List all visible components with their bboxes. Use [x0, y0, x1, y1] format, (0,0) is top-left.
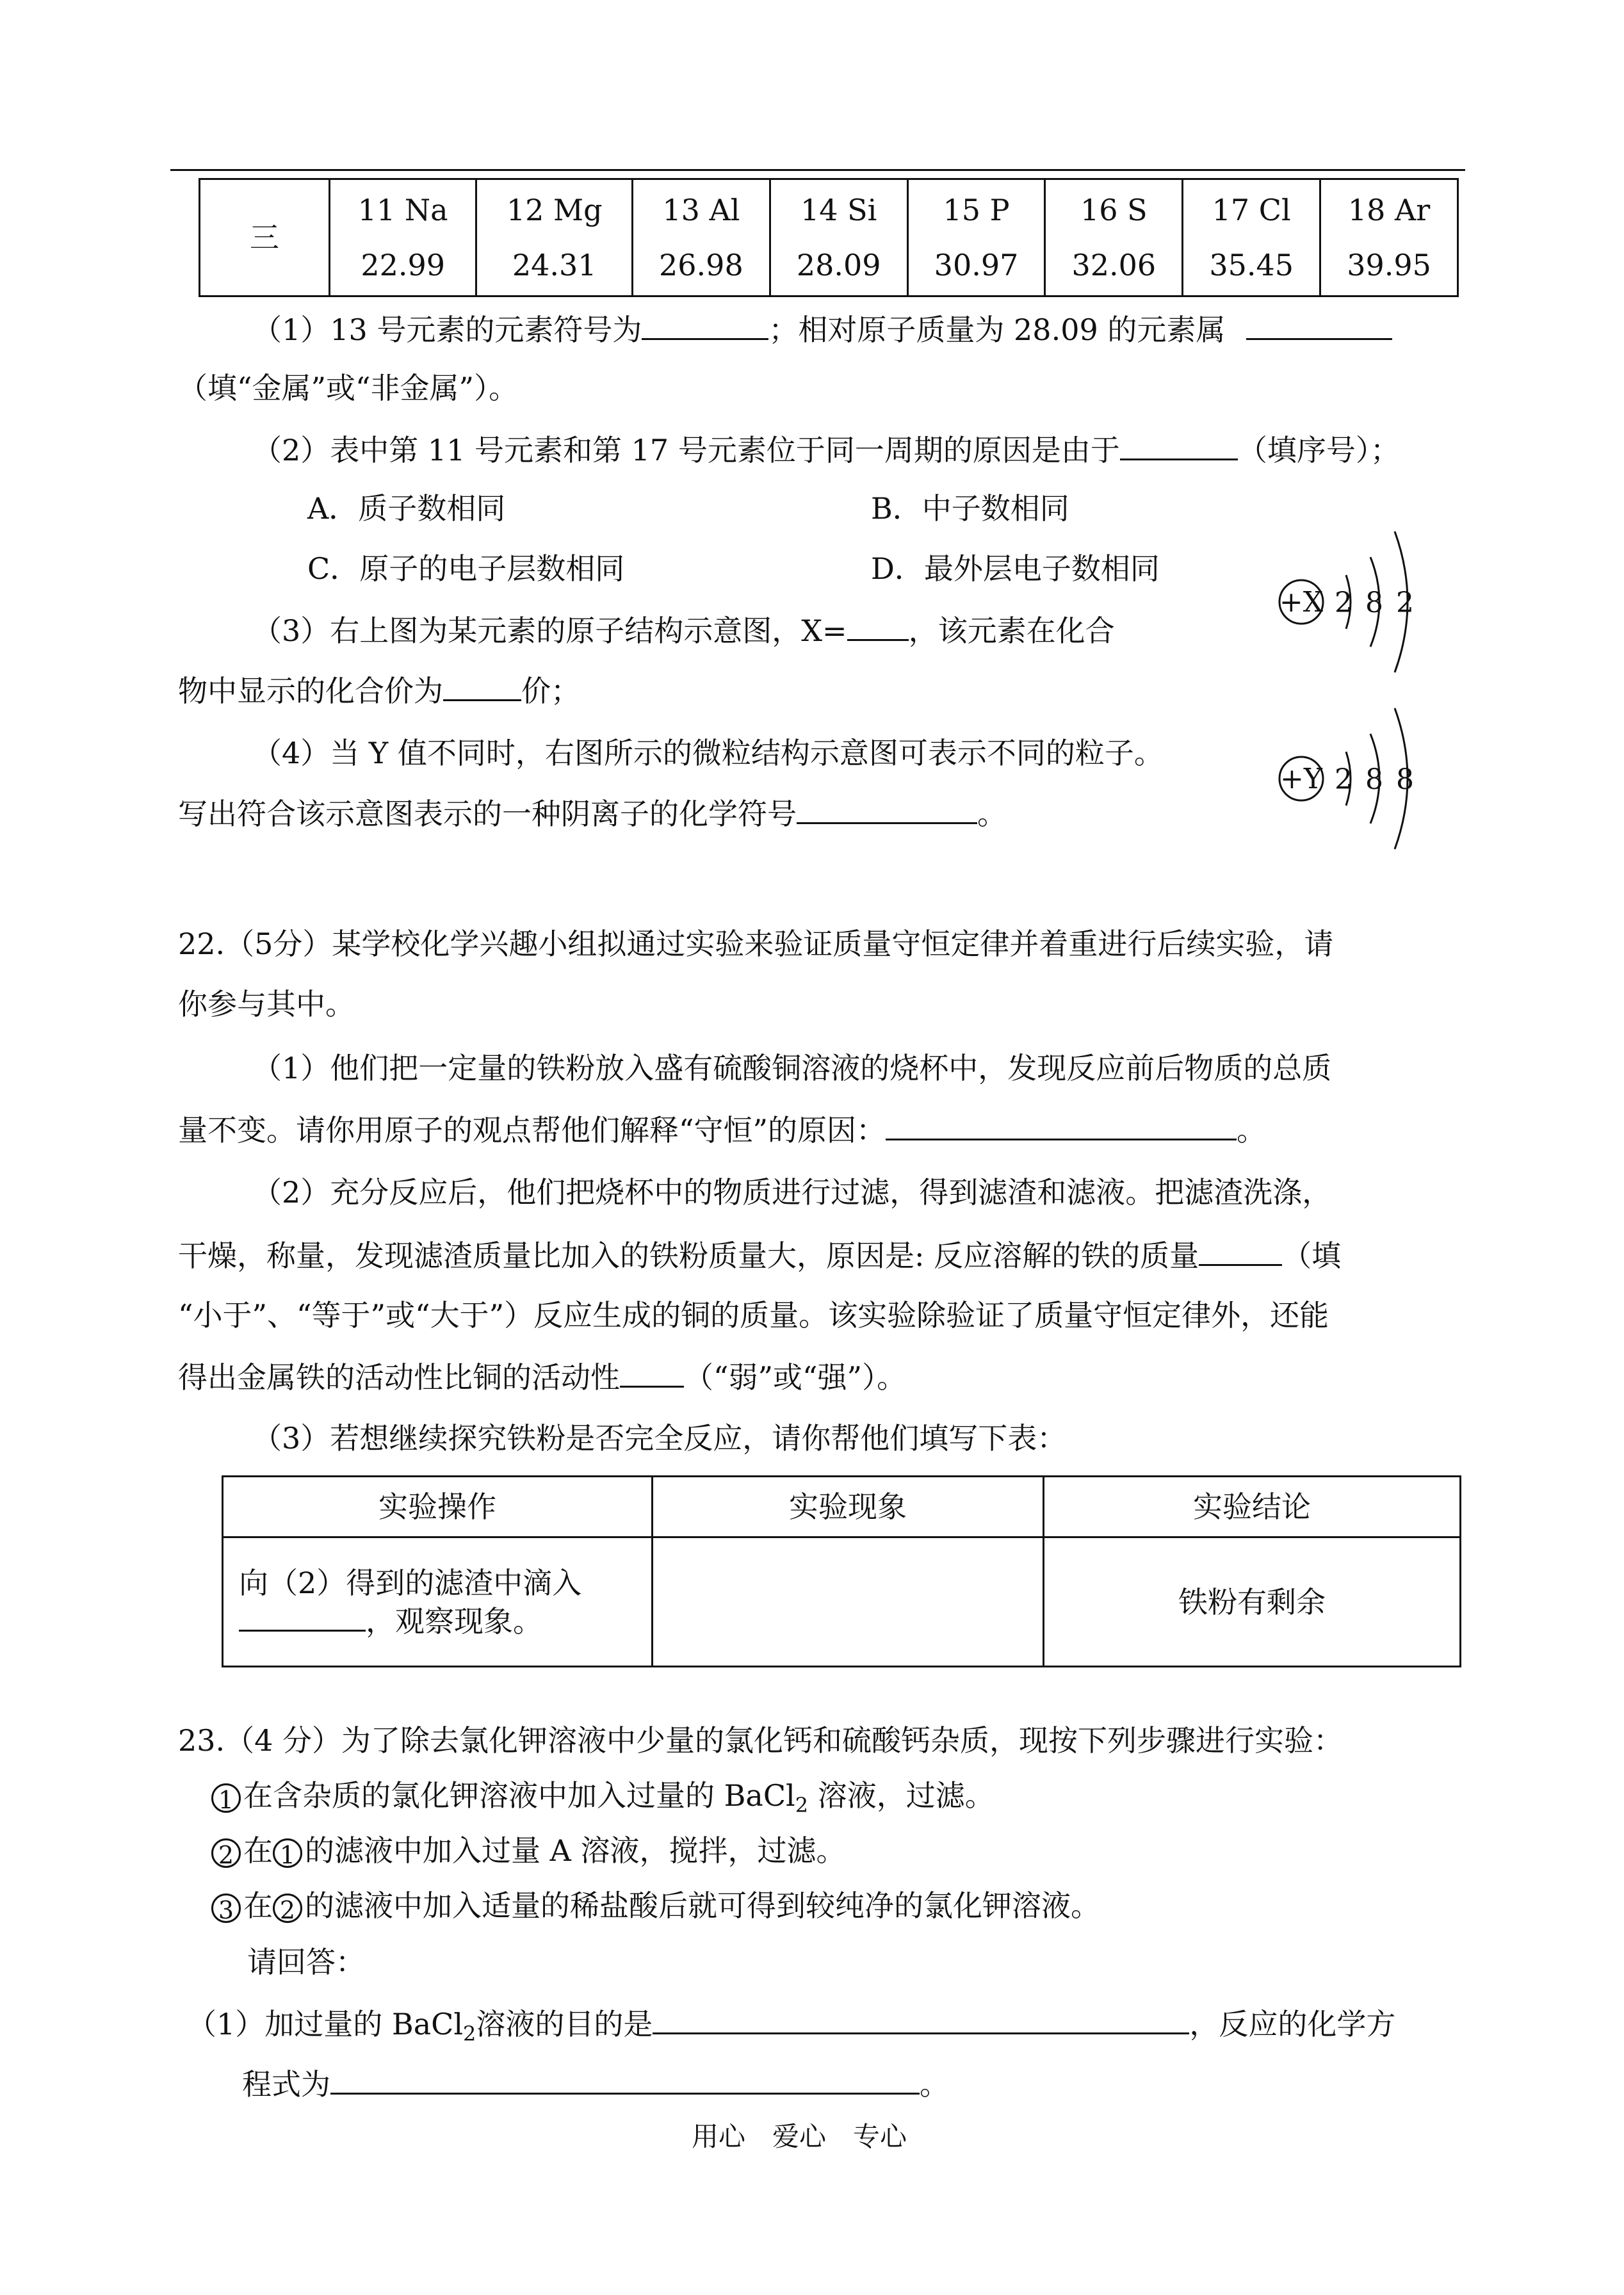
atom-structure-diagram-x [1274, 512, 1434, 692]
page-footer: 用心 爱心 专心 [692, 2121, 907, 2152]
answer-blank[interactable] [620, 1358, 684, 1388]
answer1-subscript: 2 [463, 2022, 476, 2047]
q21-part3-line1 [252, 611, 1115, 649]
answer-blank[interactable] [1120, 430, 1238, 460]
option-b: B．中子数相同 [871, 491, 1069, 526]
q22-part1-line1: （1）他们把一定量的铁粉放入盛有硫酸铜溶液的烧杯中，发现反应前后物质的总质 [252, 1051, 1332, 1085]
q21-part4-text-c: 。 [977, 797, 1007, 831]
element-cell [1045, 179, 1183, 296]
q22-part2-text-b: 干燥，称量，发现滤渣质量比加入的铁粉质量大，原因是: 反应溶解的铁的质量 [178, 1238, 1199, 1273]
operation-line2 [239, 1602, 636, 1640]
answer-blank[interactable] [1246, 310, 1392, 340]
periodic-table-row [199, 178, 1459, 297]
answer1-text-c: ，反应的化学方 [1189, 2007, 1396, 2041]
element-mass: 32.06 [1071, 248, 1157, 282]
q22-part2-line2 [178, 1236, 1341, 1274]
q22-part1-text-b: 量不变。请你用原子的观点帮他们解释“守恒”的原因： [178, 1113, 886, 1148]
shell-3-count: 8 [1396, 763, 1414, 796]
answer-blank[interactable] [239, 1602, 366, 1632]
q21-part4-text-b: 写出符合该示意图表示的一种阴离子的化学符号 [178, 797, 797, 831]
table-header-operation: 实验操作 [223, 1477, 653, 1537]
q21-part2-text: （2）表中第 11 号元素和第 17 号元素位于同一周期的原因是由于 [252, 433, 1120, 467]
table-cell-operation [223, 1537, 653, 1667]
shell-2-count: 8 [1365, 587, 1383, 619]
q22-intro-line1: 22.（5分）某学校化学兴趣小组拟通过实验来验证质量守恒定律并着重进行后续实验，请 [178, 927, 1334, 961]
element-mass: 22.99 [361, 248, 446, 282]
answer1-text-d: 程式为 [242, 2067, 330, 2102]
step1-subscript: 2 [795, 1793, 809, 1818]
answer-blank[interactable] [797, 794, 977, 824]
option-a: A．质子数相同 [307, 491, 506, 526]
q22-part2-text-d: 得出金属铁的活动性比铜的活动性 [178, 1360, 620, 1395]
shell-2-count: 8 [1365, 763, 1383, 796]
q22-part2-line3: “小于”、“等于”或“大于”）反应生成的铜的质量。该实验除验证了质量守恒定律外，还能 [178, 1298, 1329, 1333]
element-mass: 24.31 [512, 248, 597, 282]
q22-part2-line1: （2）充分反应后，他们把烧杯中的物质进行过滤，得到滤渣和滤液。把滤渣洗涤， [252, 1175, 1332, 1210]
q23-answer1-line2 [242, 2064, 949, 2102]
q22-part1-text-c: 。 [1237, 1113, 1267, 1148]
element-label: 15 P [943, 193, 1010, 227]
table-header-phenomenon: 实验现象 [653, 1477, 1044, 1537]
answer-blank[interactable] [847, 611, 909, 641]
q21-part4-line1: （4）当 Y 值不同时，右图所示的微粒结构示意图可表示不同的粒子。 [252, 736, 1164, 770]
q22-part2-text-d-end: （“弱”或“强”）。 [684, 1360, 907, 1395]
option-d: D．最外层电子数相同 [871, 551, 1160, 586]
element-label: 18 Ar [1347, 193, 1431, 227]
operation-line1: 向（2）得到的滤渣中滴入 [239, 1565, 582, 1600]
step-number: 2 [211, 1838, 241, 1868]
element-label: 17 Cl [1212, 193, 1291, 227]
answer1-text-e: 。 [920, 2067, 949, 2102]
step3-text-a: 在 [243, 1888, 273, 1923]
experiment-table [222, 1475, 1461, 1667]
q23-step1 [211, 1778, 995, 1823]
q21-part1-line1 [252, 310, 1392, 348]
element-cell [770, 179, 907, 296]
element-cell [1183, 179, 1320, 296]
step-number: 1 [211, 1783, 241, 1813]
element-mass: 39.95 [1347, 248, 1431, 282]
step-ref: 1 [273, 1838, 302, 1868]
period-label: 三 [200, 179, 330, 296]
step-ref: 2 [273, 1894, 302, 1923]
q21-part3-text-b: ，该元素在化合 [908, 613, 1115, 648]
answer-blank[interactable] [1199, 1236, 1282, 1266]
answer-blank[interactable] [642, 310, 768, 340]
element-cell [632, 179, 770, 296]
answer-blank[interactable] [653, 2004, 1189, 2034]
step1-text-a: 在含杂质的氯化钾溶液中加入过量的 BaCl [243, 1778, 795, 1813]
table-header-conclusion: 实验结论 [1044, 1477, 1461, 1537]
q21-part2 [252, 430, 1400, 468]
q22-part1-line2 [178, 1110, 1266, 1148]
step3-text-b: 的滤液中加入适量的稀盐酸后就可得到较纯净的氯化钾溶液。 [305, 1888, 1100, 1923]
q22-intro-line2: 你参与其中。 [178, 987, 355, 1021]
operation-line2-text: ，观察现象。 [366, 1603, 542, 1639]
element-label: 14 Si [800, 193, 877, 227]
element-cell [476, 179, 633, 296]
answer-blank[interactable] [443, 671, 521, 701]
q21-part3-text-d: 价； [521, 674, 580, 708]
element-label: 13 Al [662, 193, 740, 227]
shell-3-count: 2 [1396, 587, 1414, 619]
element-label: 12 Mg [506, 193, 603, 227]
q22-part2-text-b-end: （填 [1282, 1238, 1342, 1273]
answer1-text-b: 溶液的目的是 [476, 2007, 653, 2041]
atom-structure-diagram-y [1274, 692, 1434, 871]
table-cell-phenomenon[interactable] [653, 1537, 1044, 1667]
option-c: C．原子的电子层数相同 [307, 551, 625, 586]
q22-part2-line4 [178, 1358, 906, 1395]
step2-text-b: 的滤液中加入过量 A 溶液，搅拌，过滤。 [305, 1833, 846, 1868]
q21-part3-text-c: 物中显示的化合价为 [178, 674, 443, 708]
q21-part2-end: （填序号）； [1237, 433, 1400, 467]
shell-1-count: 2 [1335, 763, 1352, 796]
q22-part3: （3）若想继续探究铁粉是否完全反应，请你帮他们填写下表： [252, 1421, 1067, 1456]
q23-answer1-line1 [187, 2004, 1395, 2052]
element-cell [1320, 179, 1458, 296]
q21-part1-line2: （填“金属”或“非金属”）。 [178, 371, 519, 405]
step2-text-a: 在 [243, 1833, 273, 1868]
answer1-text-a: （1）加过量的 BaCl [187, 2007, 464, 2041]
element-mass: 26.98 [659, 248, 743, 282]
element-label: 16 S [1080, 193, 1148, 227]
answer-blank[interactable] [886, 1110, 1237, 1140]
element-cell [330, 179, 476, 296]
q23-intro: 23.（4 分）为了除去氯化钾溶液中少量的氯化钙和硫酸钙杂质，现按下列步骤进行实验： [178, 1723, 1344, 1758]
q21-part1-text-b: ；相对原子质量为 28.09 的元素属 [768, 312, 1226, 347]
element-mass: 35.45 [1209, 248, 1294, 282]
table-cell-conclusion: 铁粉有剩余 [1044, 1537, 1461, 1667]
q23-answer-prompt: 请回答： [247, 1945, 365, 1979]
step-number: 3 [211, 1894, 241, 1923]
q21-part1-text: （1）13 号元素的元素符号为 [252, 312, 642, 347]
q21-part3-text: （3）右上图为某元素的原子结构示意图，X= [252, 613, 847, 648]
q21-part4-line2 [178, 794, 1007, 832]
step1-text-b: 溶液，过滤。 [808, 1778, 995, 1813]
shell-1-count: 2 [1335, 587, 1352, 619]
element-mass: 30.97 [934, 248, 1019, 282]
q23-step3 [211, 1888, 1100, 1924]
header-rule [170, 169, 1465, 171]
nucleus-label: +X [1279, 586, 1324, 619]
element-label: 11 Na [357, 193, 448, 227]
element-cell [907, 179, 1045, 296]
q21-part3-line2 [178, 671, 580, 709]
q23-step2 [211, 1833, 845, 1869]
element-mass: 28.09 [796, 248, 881, 282]
answer-blank[interactable] [330, 2064, 920, 2095]
nucleus-label: +Y [1280, 763, 1322, 795]
